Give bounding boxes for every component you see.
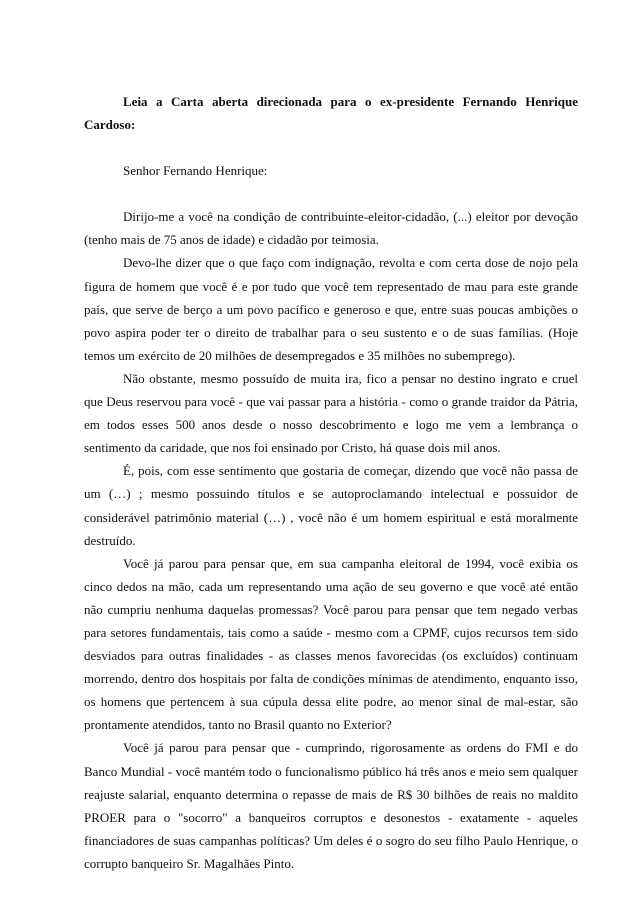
letter-paragraph: Você já parou para pensar que - cumprindo, rigorosamente as ordens do FMI e do Banco Mundial - você mantém todo o funcionalismo público há três anos e meio sem qualquer reajuste salarial, enquanto determina o repasse de mais de R$ 30 bilhões de reais no maldito PROER para o "socorro" a banqueiros corruptos e desonestos - exatamente - aqueles financiadores de suas campanhas políticas? Um deles é o sogro do seu filho Paulo Henrique, o corrupto banqueiro Sr. Magalhães Pinto.: [84, 740, 578, 871]
letter-page: [84, 90, 578, 875]
letter-paragraph: Devo-lhe dizer que o que faço com indignação, revolta e com certa dose de nojo pela figura de homem que você é e por tudo que você tem representado de mau para este grande país, que serve de berço a um povo pacífico e generoso e que, entre suas poucas ambições o povo aspira poder ter o direito de trabalhar para o seu sustento e o de suas famílias. (Hoje temos um exército de 20 milhões de desempregados e 35 milhões no subemprego).: [84, 255, 578, 363]
letter-salutation: Senhor Fernando Henrique:: [123, 163, 268, 179]
letter-paragraph: Você já parou para pensar que, em sua campanha eleitoral de 1994, você exibia os cinco dedos na mão, cada um representando uma ação de seu governo e que você até então não cumpriu nenhuma daquelas promessas? Você parou para pensar que tem negado verbas para setores fundamentais, tais como a saúde - mesmo com a CPMF, cujos recursos tem sido desviados para outras finalidades - as classes menos favorecidas (os excluídos) continuam morrendo, dentro dos hospitais por falta de condições mínimas de atendimento, enquanto isso, os homens que pertencem à sua cúpula dessa elite podre, ao menor sinal de mal-estar, são prontamente atendidos, tanto no Brasil quanto no Exterior?: [84, 555, 578, 733]
letter-heading: Leia a Carta aberta direcionada para o ex-presidente Fernando Henrique Cardoso:: [84, 94, 578, 133]
letter-paragraph: Dirijo-me a você na condição de contribuinte-eleitor-cidadão, (...) eleitor por devoção (tenho mais de 75 anos de idade) e cidadão por teimosia.: [84, 209, 578, 248]
letter-paragraph: Não obstante, mesmo possuído de muita ira, fico a pensar no destino ingrato e cruel que Deus reservou para você - que vai passar para a história - como o grande traidor da Pátria, em todos esses 500 anos desde o nosso descobrimento e logo me vem a lembrança o sentimento da caridade, que nos foi ensinado por Cristo, há quase dois mil anos.: [84, 370, 578, 456]
letter-paragraph: É, pois, com esse sentimento que gostaria de começar, dizendo que você não passa de um (…) ; mesmo possuindo títulos e se autoproclamando intelectual e possuidor de considerável patrimônio material (…) , você não é um homem espiritual e está moralmente destruído.: [84, 463, 578, 548]
